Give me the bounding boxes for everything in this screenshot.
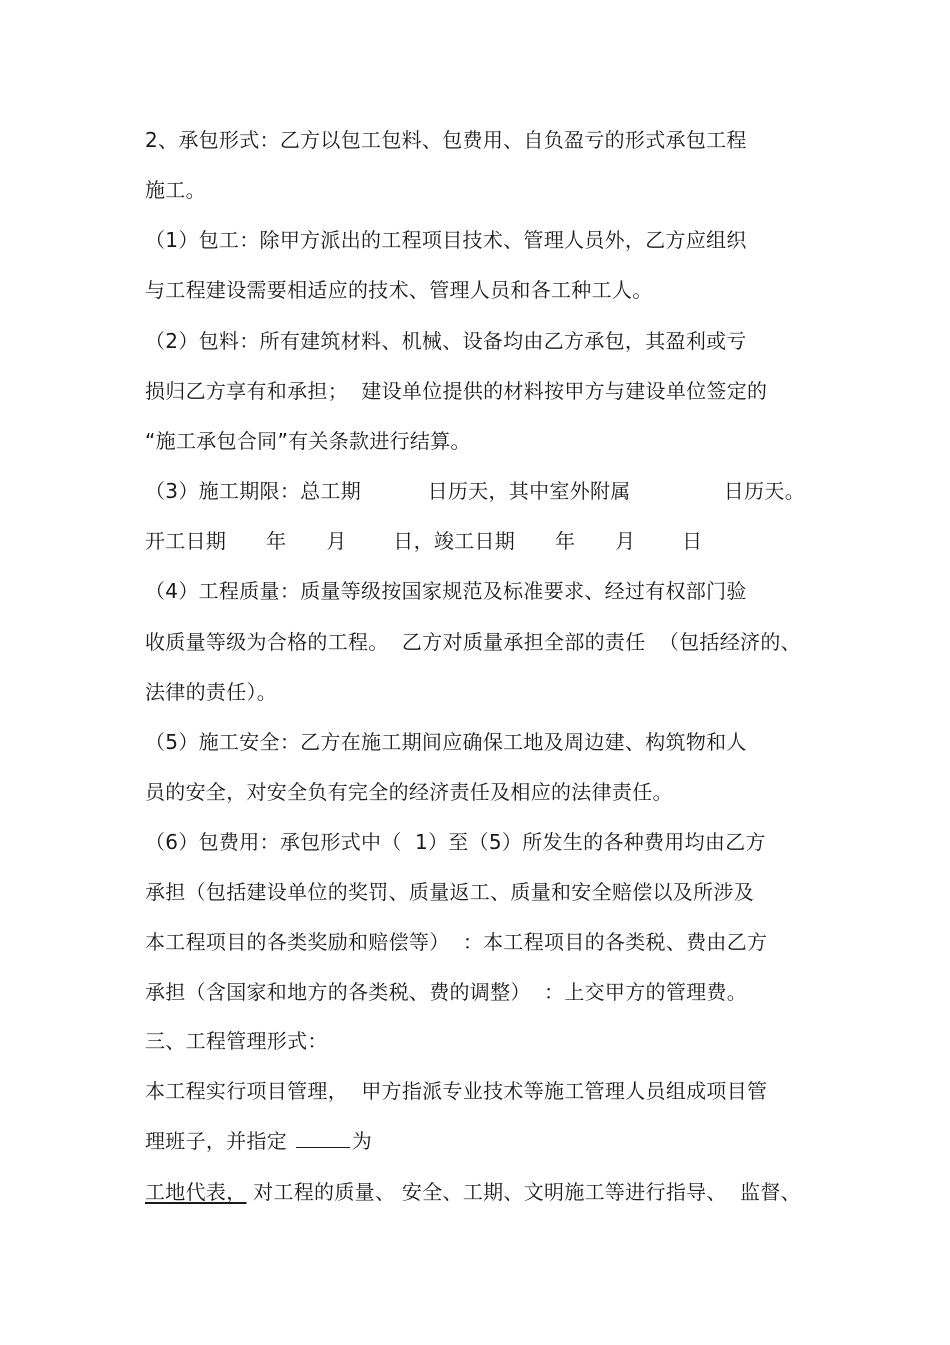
line-text: 承担（包括建设单位的奖罚、质量返工、质量和安全赔偿以及所涉及 [145,880,754,904]
paragraph-line [145,680,277,704]
paragraph-line [145,930,767,954]
paragraph-line [145,379,767,403]
line-text: 理班子，并指定 [145,1129,294,1153]
paragraph-line [145,780,673,804]
line-text: （4）工程质量：质量等级按国家规范及标准要求、经过有权部门验 [145,579,747,603]
line-text: （2）包料：所有建筑材料、机械、设备均由乙方承包，其盈利或亏 [145,329,747,353]
paragraph-line [145,1079,767,1103]
paragraph-line [145,529,702,553]
paragraph-line [145,980,747,1004]
paragraph-line [145,128,747,152]
paragraph-line [145,429,471,453]
underlined-text: 工地代表， [145,1180,247,1204]
line-text: 员的安全，对安全负有完全的经济责任及相应的法律责任。 [145,780,673,804]
line-text: （3）施工期限：总工期 日历天，其中室外附属 日历天。 [145,479,806,503]
line-text: 本工程实行项目管理， 甲方指派专业技术等施工管理人员组成项目管 [145,1079,768,1103]
line-text: 损归乙方享有和承担； 建设单位提供的材料按甲方与建设单位签定的 [145,379,768,403]
paragraph-line [145,178,206,202]
paragraph-line [145,1180,801,1204]
section-heading [145,1029,328,1053]
paragraph-line [145,278,653,302]
line-text: 本工程项目的各类奖励和赔偿等） ：本工程项目的各类税、费由乙方 [145,930,768,954]
line-text: 法律的责任）。 [145,680,278,704]
line-text: 对工程的质量、 安全、工期、文明施工等进行指导、 监督、 [246,1180,801,1204]
line-text: 施工。 [145,178,206,202]
line-text: 为 [351,1129,373,1153]
fill-in-blank [296,1129,350,1148]
line-text: （6）包费用：承包形式中（ 1）至（5）所发生的各种费用均由乙方 [145,830,766,854]
line-text: 收质量等级为合格的工程。 乙方对质量承担全部的责任 （包括经济的、 [145,630,801,654]
paragraph-line [145,1129,372,1153]
paragraph-line [145,630,801,654]
paragraph-line [145,579,747,603]
paragraph-line [145,880,754,904]
line-text: 承担（含国家和地方的各类税、费的调整） ：上交甲方的管理费。 [145,980,748,1004]
line-text: （1）包工：除甲方派出的工程项目技术、管理人员外，乙方应组织 [145,228,747,252]
line-text: （5）施工安全：乙方在施工期间应确保工地及周边建、构筑物和人 [145,730,747,754]
line-text: “施工承包合同”有关条款进行结算。 [145,429,471,453]
paragraph-line [145,730,747,754]
line-text: 三、工程管理形式： [145,1029,328,1053]
line-text: 2、承包形式：乙方以包工包料、包费用、自负盈亏的形式承包工程 [145,128,747,152]
paragraph-line [145,830,766,854]
line-text: 与工程建设需要相适应的技术、管理人员和各工种工人。 [145,278,653,302]
paragraph-line [145,228,747,252]
paragraph-line [145,479,805,503]
paragraph-line [145,329,747,353]
line-text: 开工日期 年 月 日，竣工日期 年 月 日 [145,529,703,553]
